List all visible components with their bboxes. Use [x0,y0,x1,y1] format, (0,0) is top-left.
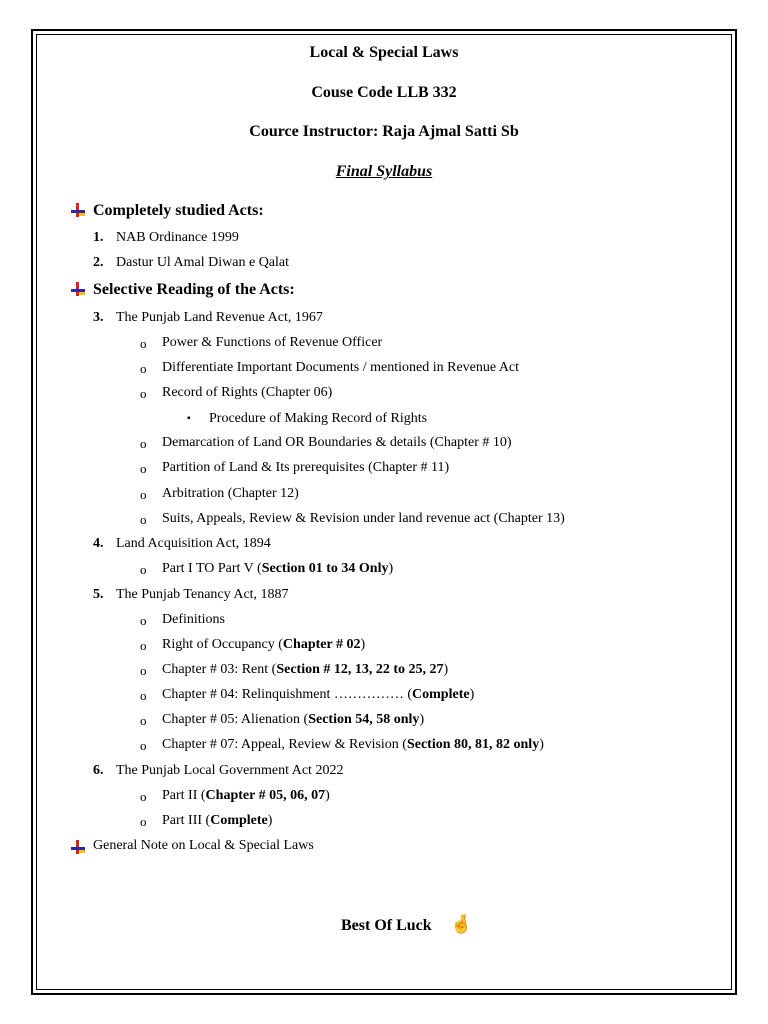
syllabus-heading: Final Syllabus [335,163,433,180]
circle-bullet: o [140,336,147,351]
doc-title: Local & Special Laws [309,44,459,61]
act-item: Dastur Ul Amal Diwan e Qalat [116,255,290,270]
circle-bullet: o [140,613,147,628]
sub-item: Differentiate Important Documents / mentioned in Revenue Act [162,360,520,375]
sub-item: Part I TO Part V (Section 01 to 34 Only) [162,561,394,576]
crossed-fingers-icon: 🤞 [450,914,473,934]
act-item: Land Acquisition Act, 1894 [116,536,271,551]
sub-item: Chapter # 03: Rent (Section # 12, 13, 22 to 25, 27) [162,662,449,677]
circle-bullet: o [140,638,147,653]
act-item: The Punjab Land Revenue Act, 1967 [116,310,323,325]
sub-item: Chapter # 07: Appeal, Review & Revision (Section 80, 81, 82 only) [162,737,544,752]
sub-item: Partition of Land & Its prerequisites (Chapter # 11) [162,460,450,475]
arrow-bullet-icon [70,202,86,218]
section-completely-studied: Completely studied Acts: [93,202,264,219]
square-bullet: ▪ [187,413,191,424]
circle-bullet: o [140,436,147,451]
list-number: 3. [93,310,104,325]
circle-bullet: o [140,814,147,829]
course-code: Couse Code LLB 332 [311,84,457,101]
circle-bullet: o [140,512,147,527]
sub-item: Demarcation of Land OR Boundaries & details (Chapter # 10) [162,435,512,450]
sub-item: Part III (Complete) [162,813,273,828]
arrow-bullet-icon [70,839,86,855]
circle-bullet: o [140,663,147,678]
course-instructor: Cource Instructor: Raja Ajmal Satti Sb [249,123,519,140]
list-number: 5. [93,587,104,602]
list-number: 4. [93,536,104,551]
circle-bullet: o [140,789,147,804]
circle-bullet: o [140,688,147,703]
sub-sub-item: Procedure of Making Record of Rights [209,411,428,426]
sub-item: Record of Rights (Chapter 06) [162,385,333,400]
sub-item: Definitions [162,612,225,627]
sub-item: Chapter # 04: Relinquishment …………… (Complete) [162,687,475,702]
circle-bullet: o [140,562,147,577]
sub-item: Part II (Chapter # 05, 06, 07) [162,788,330,803]
act-item: NAB Ordinance 1999 [116,230,239,245]
list-number: 6. [93,763,104,778]
sub-item: Arbitration (Chapter 12) [162,486,299,501]
arrow-bullet-icon [70,281,86,297]
act-item: The Punjab Local Government Act 2022 [116,763,344,778]
general-note: General Note on Local & Special Laws [93,838,314,853]
sub-item: Suits, Appeals, Review & Revision under land revenue act (Chapter 13) [162,511,565,526]
section-selective-reading: Selective Reading of the Acts: [93,281,295,298]
circle-bullet: o [140,487,147,502]
circle-bullet: o [140,361,147,376]
act-item: The Punjab Tenancy Act, 1887 [116,587,289,602]
list-number: 1. [93,230,104,245]
sub-item: Power & Functions of Revenue Officer [162,335,383,350]
best-of-luck: Best Of Luck [341,917,432,934]
circle-bullet: o [140,738,147,753]
sub-item: Chapter # 05: Alienation (Section 54, 58 only) [162,712,425,727]
circle-bullet: o [140,713,147,728]
circle-bullet: o [140,461,147,476]
circle-bullet: o [140,386,147,401]
list-number: 2. [93,255,104,270]
sub-item: Right of Occupancy (Chapter # 02) [162,637,366,652]
